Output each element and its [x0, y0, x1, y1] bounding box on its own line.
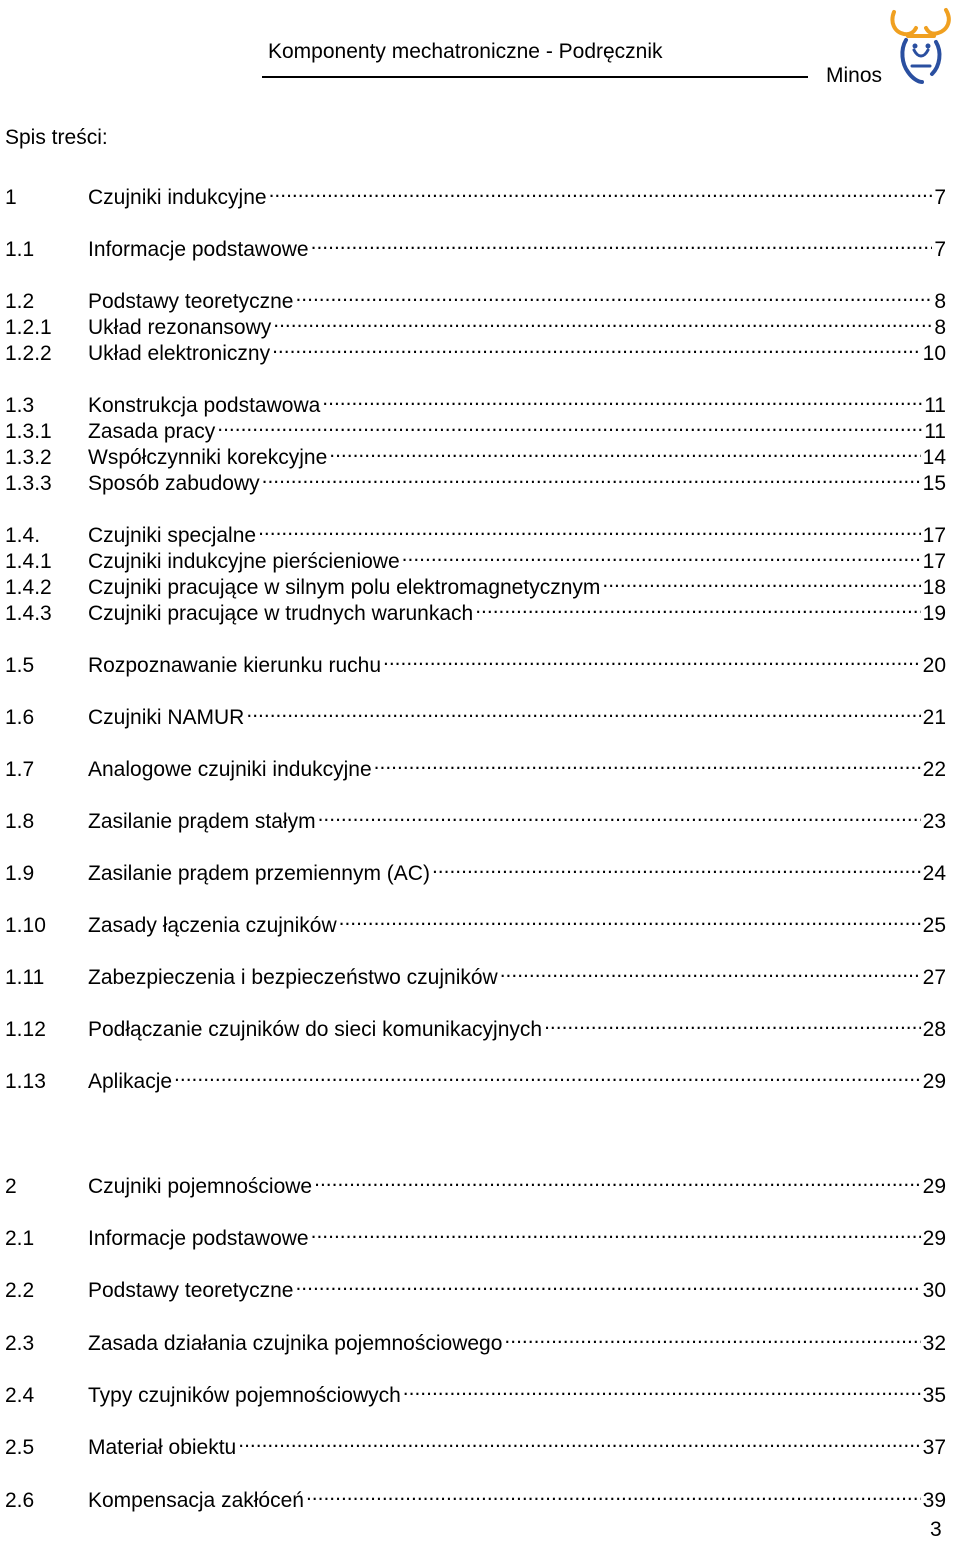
toc-entry-page: 29: [922, 1227, 946, 1250]
toc-entry-title: Informacje podstawowe: [88, 238, 309, 261]
toc-entry-number: 1.10: [5, 914, 46, 937]
toc-entry[interactable]: [5, 334, 946, 365]
toc-dot-leader: [258, 516, 921, 542]
toc-dot-leader: [602, 568, 920, 594]
toc-dot-leader: [295, 282, 932, 308]
toc-entry-page: 8: [934, 290, 946, 313]
toc-dot-leader: [339, 906, 921, 932]
toc-entry-number: 1.5: [5, 654, 35, 677]
toc-entry-number: 1.8: [5, 810, 35, 833]
toc-entry-number: 1.9: [5, 862, 35, 885]
page-number: 3: [930, 1518, 942, 1541]
toc-entry-page: 30: [922, 1279, 946, 1302]
toc-entry-page: 25: [922, 914, 946, 937]
toc-entry[interactable]: [5, 750, 946, 781]
toc-dot-leader: [246, 698, 920, 724]
toc-entry-title: Materiał obiektu: [88, 1436, 237, 1459]
toc-entry-page: 10: [922, 342, 946, 365]
toc-dot-leader: [432, 854, 921, 880]
toc-entry-page: 8: [934, 316, 946, 339]
toc-entry-page: 39: [922, 1489, 946, 1512]
toc-entry-page: 24: [922, 862, 946, 885]
toc-entry[interactable]: [5, 516, 946, 547]
toc-entry-title: Informacje podstawowe: [88, 1227, 309, 1250]
toc-dot-leader: [238, 1428, 920, 1454]
minos-logo-icon: [888, 6, 954, 86]
toc-entry-title: Kompensacja zakłóceń: [88, 1489, 304, 1512]
toc-entry-page: 11: [924, 394, 946, 417]
toc-entry[interactable]: [5, 698, 946, 729]
toc-entry[interactable]: [5, 906, 946, 937]
toc-entry-page: 29: [922, 1070, 946, 1093]
toc-entry-number: 1.4.3: [5, 602, 52, 625]
toc-entry-page: 22: [922, 758, 946, 781]
toc-dot-leader: [383, 646, 921, 672]
toc-entry-page: 18: [922, 576, 946, 599]
toc-entry[interactable]: [5, 1010, 946, 1041]
toc-entry-title: Zabezpieczenia i bezpieczeństwo czujników: [88, 966, 498, 989]
toc-entry-number: 1.4.2: [5, 576, 52, 599]
toc-entry-number: 2.3: [5, 1332, 35, 1355]
toc-entry-title: Czujniki pracujące w trudnych warunkach: [88, 602, 474, 625]
toc-entry[interactable]: [5, 1219, 946, 1250]
toc-entry-number: 1.4.1: [5, 550, 52, 573]
toc-entry-number: 1.1: [5, 238, 35, 261]
toc-entry[interactable]: [5, 1324, 946, 1355]
toc-entry-title: Typy czujników pojemnościowych: [88, 1384, 401, 1407]
toc-entry-number: 2.4: [5, 1384, 35, 1407]
toc-entry-page: 17: [922, 550, 946, 573]
toc-entry-title: Współczynniki korekcyjne: [88, 446, 328, 469]
toc-dot-leader: [306, 1481, 921, 1507]
toc-entry-title: Podstawy teoretyczne: [88, 290, 294, 313]
toc-entry-title: Czujniki specjalne: [88, 524, 257, 547]
toc-entry[interactable]: [5, 308, 946, 339]
toc-dot-leader: [402, 542, 921, 568]
toc-entry-title: Podłączanie czujników do sieci komunikacyjnych: [88, 1018, 543, 1041]
toc-entry[interactable]: [5, 542, 946, 573]
toc-entry-page: 21: [922, 706, 946, 729]
toc-entry-title: Układ elektroniczny: [88, 342, 271, 365]
toc-entry-title: Sposób zabudowy: [88, 472, 260, 495]
toc-entry-number: 1.3.1: [5, 420, 52, 443]
toc-dot-leader: [273, 308, 932, 334]
toc-entry[interactable]: [5, 464, 946, 495]
toc-entry-number: 1.13: [5, 1070, 46, 1093]
toc-entry-number: 1.12: [5, 1018, 46, 1041]
toc-entry-page: 23: [922, 810, 946, 833]
toc-entry[interactable]: [5, 438, 946, 469]
toc-entry-number: 2.1: [5, 1227, 35, 1250]
toc-entry-page: 19: [922, 602, 946, 625]
toc-entry[interactable]: [5, 178, 946, 209]
toc-entry-page: 14: [922, 446, 946, 469]
toc-entry[interactable]: [5, 1062, 946, 1093]
toc-entry[interactable]: [5, 1428, 946, 1459]
toc-entry-title: Zasada działania czujnika pojemnościowego: [88, 1332, 503, 1355]
toc-dot-leader: [314, 1167, 921, 1193]
toc-entry-number: 1: [5, 186, 17, 209]
toc-entry[interactable]: [5, 646, 946, 677]
toc-entry[interactable]: [5, 1376, 946, 1407]
toc-dot-leader: [500, 958, 921, 984]
toc-entry-page: 32: [922, 1332, 946, 1355]
toc-entry-page: 7: [934, 238, 946, 261]
toc-dot-leader: [403, 1376, 921, 1402]
document-title: Komponenty mechatroniczne - Podręcznik: [268, 40, 663, 63]
toc-entry-page: 11: [924, 420, 946, 443]
toc-entry-number: 2: [5, 1175, 17, 1198]
toc-entry-number: 1.2.1: [5, 316, 52, 339]
toc-entry-page: 15: [922, 472, 946, 495]
toc-entry-title: Czujniki indukcyjne: [88, 186, 267, 209]
toc-entry[interactable]: [5, 594, 946, 625]
toc-entry-title: Aplikacje: [88, 1070, 173, 1093]
toc-dot-leader: [504, 1324, 920, 1350]
toc-entry-page: 35: [922, 1384, 946, 1407]
toc-entry-title: Zasady łączenia czujników: [88, 914, 337, 937]
toc-entry-number: 2.6: [5, 1489, 35, 1512]
toc-entry-title: Czujniki indukcyjne pierścieniowe: [88, 550, 400, 573]
toc-entry-number: 2.2: [5, 1279, 35, 1302]
toc-entry-title: Podstawy teoretyczne: [88, 1279, 294, 1302]
toc-dot-leader: [272, 334, 921, 360]
toc-dot-leader: [174, 1062, 921, 1088]
toc-dot-leader: [322, 386, 922, 412]
toc-entry[interactable]: [5, 1481, 946, 1512]
toc-entry-page: 7: [934, 186, 946, 209]
toc-dot-leader: [544, 1010, 921, 1036]
toc-entry[interactable]: [5, 412, 946, 443]
toc-dot-leader: [329, 438, 920, 464]
toc-entry-number: 1.3.2: [5, 446, 52, 469]
toc-entry-page: 37: [922, 1436, 946, 1459]
toc-dot-leader: [295, 1271, 920, 1297]
toc-entry-page: 27: [922, 966, 946, 989]
toc-entry-number: 1.11: [5, 966, 45, 989]
toc-entry-number: 1.6: [5, 706, 35, 729]
toc-dot-leader: [475, 594, 920, 620]
toc-entry-title: Konstrukcja podstawowa: [88, 394, 321, 417]
toc-entry-page: 20: [922, 654, 946, 677]
toc-entry-page: 29: [922, 1175, 946, 1198]
toc-entry-title: Zasilanie prądem stałym: [88, 810, 316, 833]
toc-entry-title: Zasada pracy: [88, 420, 216, 443]
toc-entry[interactable]: [5, 1271, 946, 1302]
toc-entry[interactable]: [5, 854, 946, 885]
toc-dot-leader: [311, 230, 933, 256]
toc-entry[interactable]: [5, 568, 946, 599]
toc-heading: Spis treści:: [5, 126, 108, 149]
toc-entry-number: 1.7: [5, 758, 35, 781]
toc-entry-page: 17: [922, 524, 946, 547]
toc-entry-number: 1.4.: [5, 524, 41, 547]
toc-entry-number: 1.3.3: [5, 472, 52, 495]
toc-dot-leader: [262, 464, 921, 490]
toc-entry-title: Analogowe czujniki indukcyjne: [88, 758, 372, 781]
toc-dot-leader: [374, 750, 921, 776]
toc-entry-number: 2.5: [5, 1436, 35, 1459]
toc-dot-leader: [269, 178, 933, 204]
brand-name: Minos: [826, 64, 883, 87]
toc-entry-title: Czujniki NAMUR: [88, 706, 245, 729]
toc-dot-leader: [311, 1219, 921, 1245]
toc-entry-number: 1.3: [5, 394, 35, 417]
header-rule: [262, 76, 808, 78]
toc-entry-title: Czujniki pojemnościowe: [88, 1175, 313, 1198]
toc-entry-title: Układ rezonansowy: [88, 316, 272, 339]
toc-entry-title: Zasilanie prądem przemiennym (AC): [88, 862, 430, 885]
toc-entry[interactable]: [5, 1167, 946, 1198]
toc-entry-number: 1.2.2: [5, 342, 52, 365]
toc-entry-page: 28: [922, 1018, 946, 1041]
toc-dot-leader: [217, 412, 922, 438]
toc-entry[interactable]: [5, 802, 946, 833]
toc-entry-number: 1.2: [5, 290, 35, 313]
toc-entry[interactable]: [5, 386, 946, 417]
toc-entry[interactable]: [5, 282, 946, 313]
toc-dot-leader: [318, 802, 921, 828]
toc-entry-title: Czujniki pracujące w silnym polu elektromagnetycznym: [88, 576, 601, 599]
toc-entry-title: Rozpoznawanie kierunku ruchu: [88, 654, 382, 677]
toc-entry[interactable]: [5, 958, 946, 989]
toc-entry[interactable]: [5, 230, 946, 261]
